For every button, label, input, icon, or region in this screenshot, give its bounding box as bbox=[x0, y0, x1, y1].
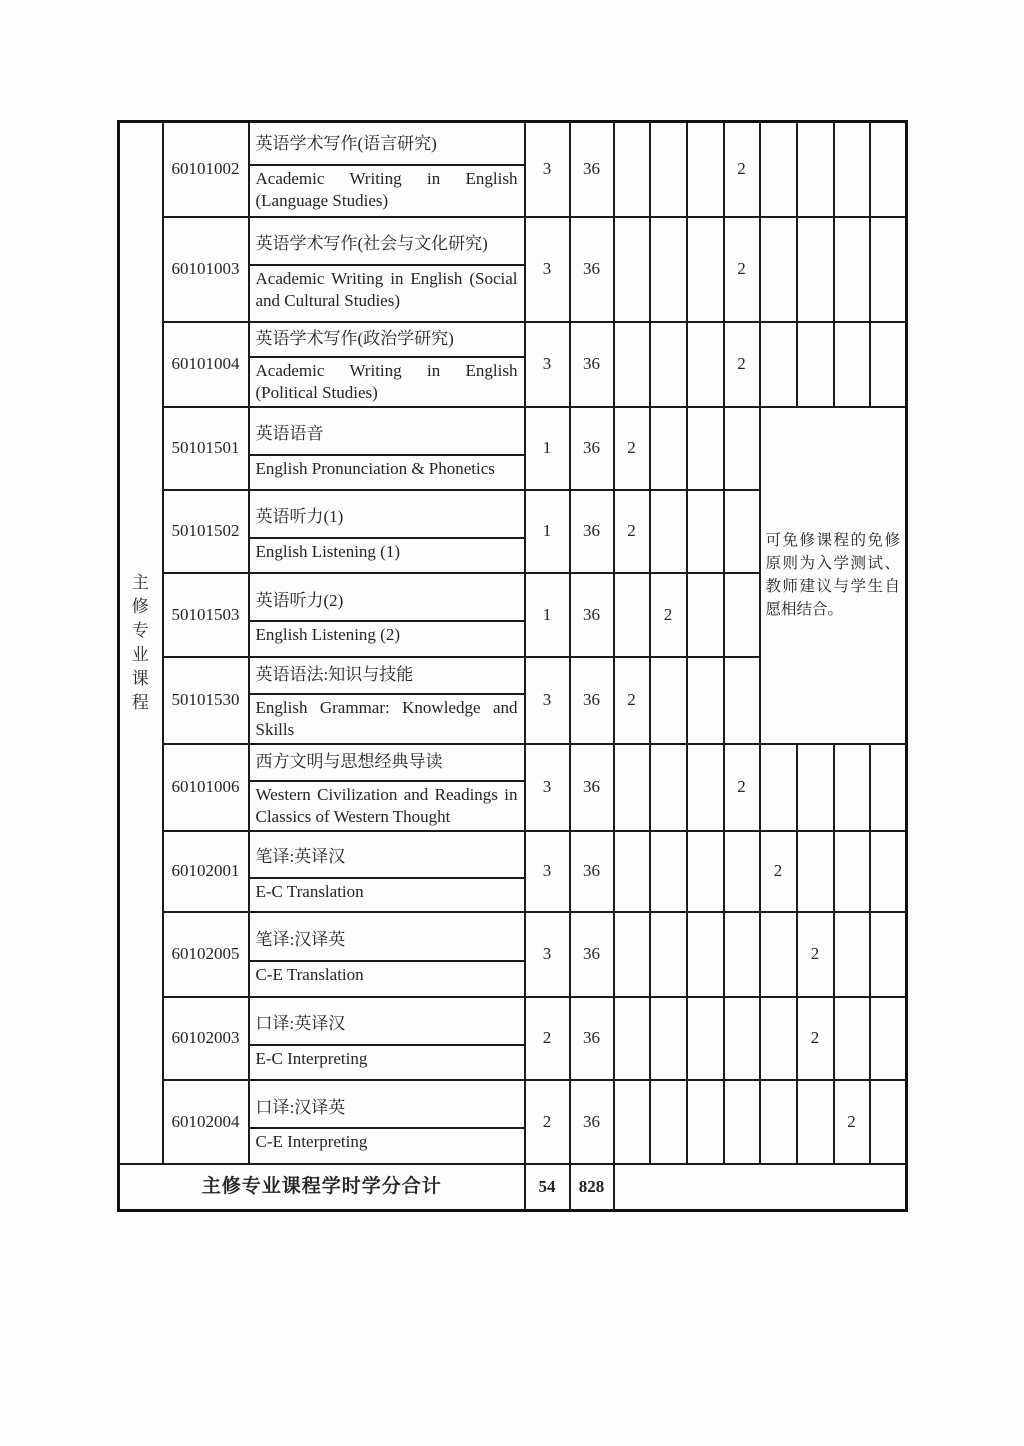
totals-row bbox=[119, 1164, 907, 1211]
semester-cell: 2 bbox=[834, 1080, 870, 1164]
semester-cell bbox=[724, 997, 760, 1080]
semester-cell bbox=[687, 122, 724, 217]
semester-cell bbox=[650, 490, 687, 573]
semester-cell bbox=[760, 122, 797, 217]
course-name-cell bbox=[249, 217, 525, 322]
hours-cell: 36 bbox=[570, 831, 614, 912]
credits-cell: 1 bbox=[525, 407, 570, 490]
course-name-cell bbox=[249, 831, 525, 912]
course-name-en: English Listening (2) bbox=[255, 625, 400, 644]
hours-cell: 36 bbox=[570, 217, 614, 322]
course-name-cell bbox=[249, 1080, 525, 1164]
semester-cell bbox=[724, 573, 760, 657]
course-name-zh: 口译:英译汉 bbox=[250, 1005, 524, 1046]
course-code: 50101502 bbox=[163, 490, 249, 573]
semester-cell bbox=[650, 831, 687, 912]
semester-cell bbox=[614, 322, 650, 407]
exemption-note: 可免修课程的免修原则为入学测试、教师建议与学生自愿相结合。 bbox=[765, 532, 900, 618]
course-code: 60102004 bbox=[163, 1080, 249, 1164]
footer-hours-total: 828 bbox=[570, 1164, 614, 1211]
course-code: 60101003 bbox=[163, 217, 249, 322]
semester-cell bbox=[724, 912, 760, 997]
semester-cell bbox=[724, 657, 760, 744]
semester-cell bbox=[614, 744, 650, 831]
semester-cell bbox=[797, 1080, 834, 1164]
course-row bbox=[119, 122, 907, 217]
course-name-cell bbox=[249, 407, 525, 490]
course-row bbox=[119, 831, 907, 912]
credits-cell: 3 bbox=[525, 657, 570, 744]
semester-cell bbox=[834, 322, 870, 407]
credits-cell: 3 bbox=[525, 122, 570, 217]
course-name-zh: 英语学术写作(政治学研究) bbox=[250, 323, 524, 358]
semester-cell bbox=[614, 912, 650, 997]
semester-cell bbox=[834, 744, 870, 831]
hours-cell: 36 bbox=[570, 407, 614, 490]
semester-cell bbox=[650, 322, 687, 407]
hours-cell: 36 bbox=[570, 322, 614, 407]
semester-cell bbox=[650, 744, 687, 831]
course-name-cell bbox=[249, 657, 525, 744]
semester-cell bbox=[687, 407, 724, 490]
semester-cell bbox=[834, 217, 870, 322]
hours-cell: 36 bbox=[570, 1080, 614, 1164]
semester-cell: 2 bbox=[614, 407, 650, 490]
semester-cell bbox=[870, 912, 907, 997]
course-name-en: Academic Writing in English (Political Studies) bbox=[255, 360, 518, 402]
hours-cell: 36 bbox=[570, 997, 614, 1080]
course-name-en: Western Civilization and Readings in Classics of Western Thought bbox=[255, 784, 518, 826]
course-code: 60102003 bbox=[163, 997, 249, 1080]
semester-cell bbox=[650, 217, 687, 322]
semester-cell bbox=[687, 912, 724, 997]
semester-cell bbox=[650, 657, 687, 744]
footer-label-cell: 主修专业课程学时学分合计 bbox=[119, 1164, 525, 1211]
hours-cell: 36 bbox=[570, 490, 614, 573]
hours-cell: 36 bbox=[570, 744, 614, 831]
course-name-en: C-E Translation bbox=[255, 964, 364, 984]
course-name-en: C-E Interpreting bbox=[255, 1132, 368, 1151]
semester-cell bbox=[614, 831, 650, 912]
course-name-cell bbox=[249, 322, 525, 407]
course-code: 60101006 bbox=[163, 744, 249, 831]
semester-cell: 2 bbox=[614, 490, 650, 573]
semester-cell bbox=[650, 912, 687, 997]
semester-cell: 2 bbox=[614, 657, 650, 744]
semester-cell bbox=[834, 997, 870, 1080]
course-name-zh: 英语听力(2) bbox=[250, 581, 524, 622]
course-name-en: Academic Writing in English (Social and Cultural Studies) bbox=[255, 268, 518, 310]
credits-cell: 3 bbox=[525, 831, 570, 912]
semester-cell bbox=[870, 1080, 907, 1164]
semester-cell bbox=[650, 122, 687, 217]
semester-cell bbox=[687, 217, 724, 322]
semester-cell bbox=[870, 217, 907, 322]
semester-cell bbox=[614, 1080, 650, 1164]
credits-cell: 1 bbox=[525, 573, 570, 657]
course-name-cell bbox=[249, 122, 525, 217]
semester-cell bbox=[870, 744, 907, 831]
semester-cell bbox=[870, 831, 907, 912]
semester-cell bbox=[614, 122, 650, 217]
category-label: 主修专业课程 bbox=[131, 572, 150, 712]
course-name-cell bbox=[249, 997, 525, 1080]
semester-cell bbox=[724, 1080, 760, 1164]
credits-cell: 2 bbox=[525, 997, 570, 1080]
course-row bbox=[119, 912, 907, 997]
credits-cell: 3 bbox=[525, 322, 570, 407]
course-name-zh: 笔译:英译汉 bbox=[250, 838, 524, 879]
course-code: 60101002 bbox=[163, 122, 249, 217]
semester-cell bbox=[650, 997, 687, 1080]
semester-cell: 2 bbox=[724, 322, 760, 407]
course-name-zh: 英语学术写作(社会与文化研究) bbox=[250, 225, 524, 266]
semester-cell bbox=[614, 217, 650, 322]
semester-cell bbox=[760, 997, 797, 1080]
course-name-cell bbox=[249, 490, 525, 573]
semester-cell bbox=[687, 1080, 724, 1164]
course-name-zh: 英语语法:知识与技能 bbox=[250, 658, 524, 695]
course-name-zh: 口译:汉译英 bbox=[250, 1088, 524, 1129]
course-name-cell bbox=[249, 573, 525, 657]
curriculum-table bbox=[117, 120, 908, 1212]
semester-cell: 2 bbox=[724, 744, 760, 831]
category-cell bbox=[119, 122, 163, 1164]
course-name-zh: 英语听力(1) bbox=[250, 498, 524, 539]
footer-credits-total: 54 bbox=[525, 1164, 570, 1211]
semester-cell bbox=[614, 573, 650, 657]
hours-cell: 36 bbox=[570, 573, 614, 657]
semester-cell bbox=[724, 407, 760, 490]
semester-cell bbox=[760, 744, 797, 831]
course-row bbox=[119, 322, 907, 407]
semester-cell bbox=[760, 322, 797, 407]
semester-cell bbox=[760, 217, 797, 322]
course-name-zh: 英语学术写作(语言研究) bbox=[250, 125, 524, 166]
semester-cell: 2 bbox=[797, 912, 834, 997]
course-row bbox=[119, 1080, 907, 1164]
semester-cell bbox=[870, 322, 907, 407]
course-name-en: English Pronunciation & Phonetics bbox=[255, 458, 495, 478]
semester-cell bbox=[834, 831, 870, 912]
footer-empty-cell bbox=[614, 1164, 907, 1211]
course-name-en: E-C Translation bbox=[255, 881, 364, 901]
course-name-en: Academic Writing in English (Language Studies) bbox=[255, 168, 518, 210]
semester-cell bbox=[614, 997, 650, 1080]
semester-cell bbox=[687, 997, 724, 1080]
semester-cell bbox=[760, 912, 797, 997]
credits-cell: 2 bbox=[525, 1080, 570, 1164]
semester-cell bbox=[724, 490, 760, 573]
course-name-en: English Grammar: Knowledge and Skills bbox=[255, 697, 518, 739]
semester-cell bbox=[687, 744, 724, 831]
semester-cell bbox=[797, 744, 834, 831]
hours-cell: 36 bbox=[570, 912, 614, 997]
course-code: 50101503 bbox=[163, 573, 249, 657]
semester-cell: 2 bbox=[724, 122, 760, 217]
course-row bbox=[119, 217, 907, 322]
course-name-zh: 西方文明与思想经典导读 bbox=[250, 745, 524, 782]
semester-cell bbox=[797, 122, 834, 217]
course-row bbox=[119, 407, 907, 490]
course-code: 60102005 bbox=[163, 912, 249, 997]
course-name-cell bbox=[249, 912, 525, 997]
semester-cell bbox=[797, 322, 834, 407]
course-code: 50101530 bbox=[163, 657, 249, 744]
curriculum-sheet bbox=[117, 120, 905, 1212]
credits-cell: 1 bbox=[525, 490, 570, 573]
semester-cell bbox=[650, 407, 687, 490]
semester-cell bbox=[687, 831, 724, 912]
semester-cell bbox=[650, 1080, 687, 1164]
course-code: 60102001 bbox=[163, 831, 249, 912]
semester-cell: 2 bbox=[650, 573, 687, 657]
semester-cell bbox=[797, 831, 834, 912]
semester-cell bbox=[687, 490, 724, 573]
course-name-zh: 英语语音 bbox=[250, 415, 524, 456]
course-row bbox=[119, 744, 907, 831]
course-name-en: English Listening (1) bbox=[255, 541, 400, 561]
semester-cell: 2 bbox=[760, 831, 797, 912]
semester-cell bbox=[870, 122, 907, 217]
semester-cell bbox=[870, 997, 907, 1080]
semester-cell bbox=[687, 573, 724, 657]
semester-cell: 2 bbox=[797, 997, 834, 1080]
course-name-cell bbox=[249, 744, 525, 831]
hours-cell: 36 bbox=[570, 122, 614, 217]
semester-cell bbox=[760, 1080, 797, 1164]
semester-cell bbox=[687, 322, 724, 407]
semester-cell bbox=[687, 657, 724, 744]
credits-cell: 3 bbox=[525, 912, 570, 997]
course-name-en: E-C Interpreting bbox=[255, 1048, 368, 1068]
course-code: 60101004 bbox=[163, 322, 249, 407]
credits-cell: 3 bbox=[525, 744, 570, 831]
semester-cell bbox=[834, 122, 870, 217]
course-code: 50101501 bbox=[163, 407, 249, 490]
exemption-note-cell bbox=[760, 407, 907, 744]
course-name-zh: 笔译:汉译英 bbox=[250, 921, 524, 962]
semester-cell bbox=[797, 217, 834, 322]
hours-cell: 36 bbox=[570, 657, 614, 744]
credits-cell: 3 bbox=[525, 217, 570, 322]
semester-cell bbox=[834, 912, 870, 997]
course-row bbox=[119, 997, 907, 1080]
semester-cell: 2 bbox=[724, 217, 760, 322]
semester-cell bbox=[724, 831, 760, 912]
